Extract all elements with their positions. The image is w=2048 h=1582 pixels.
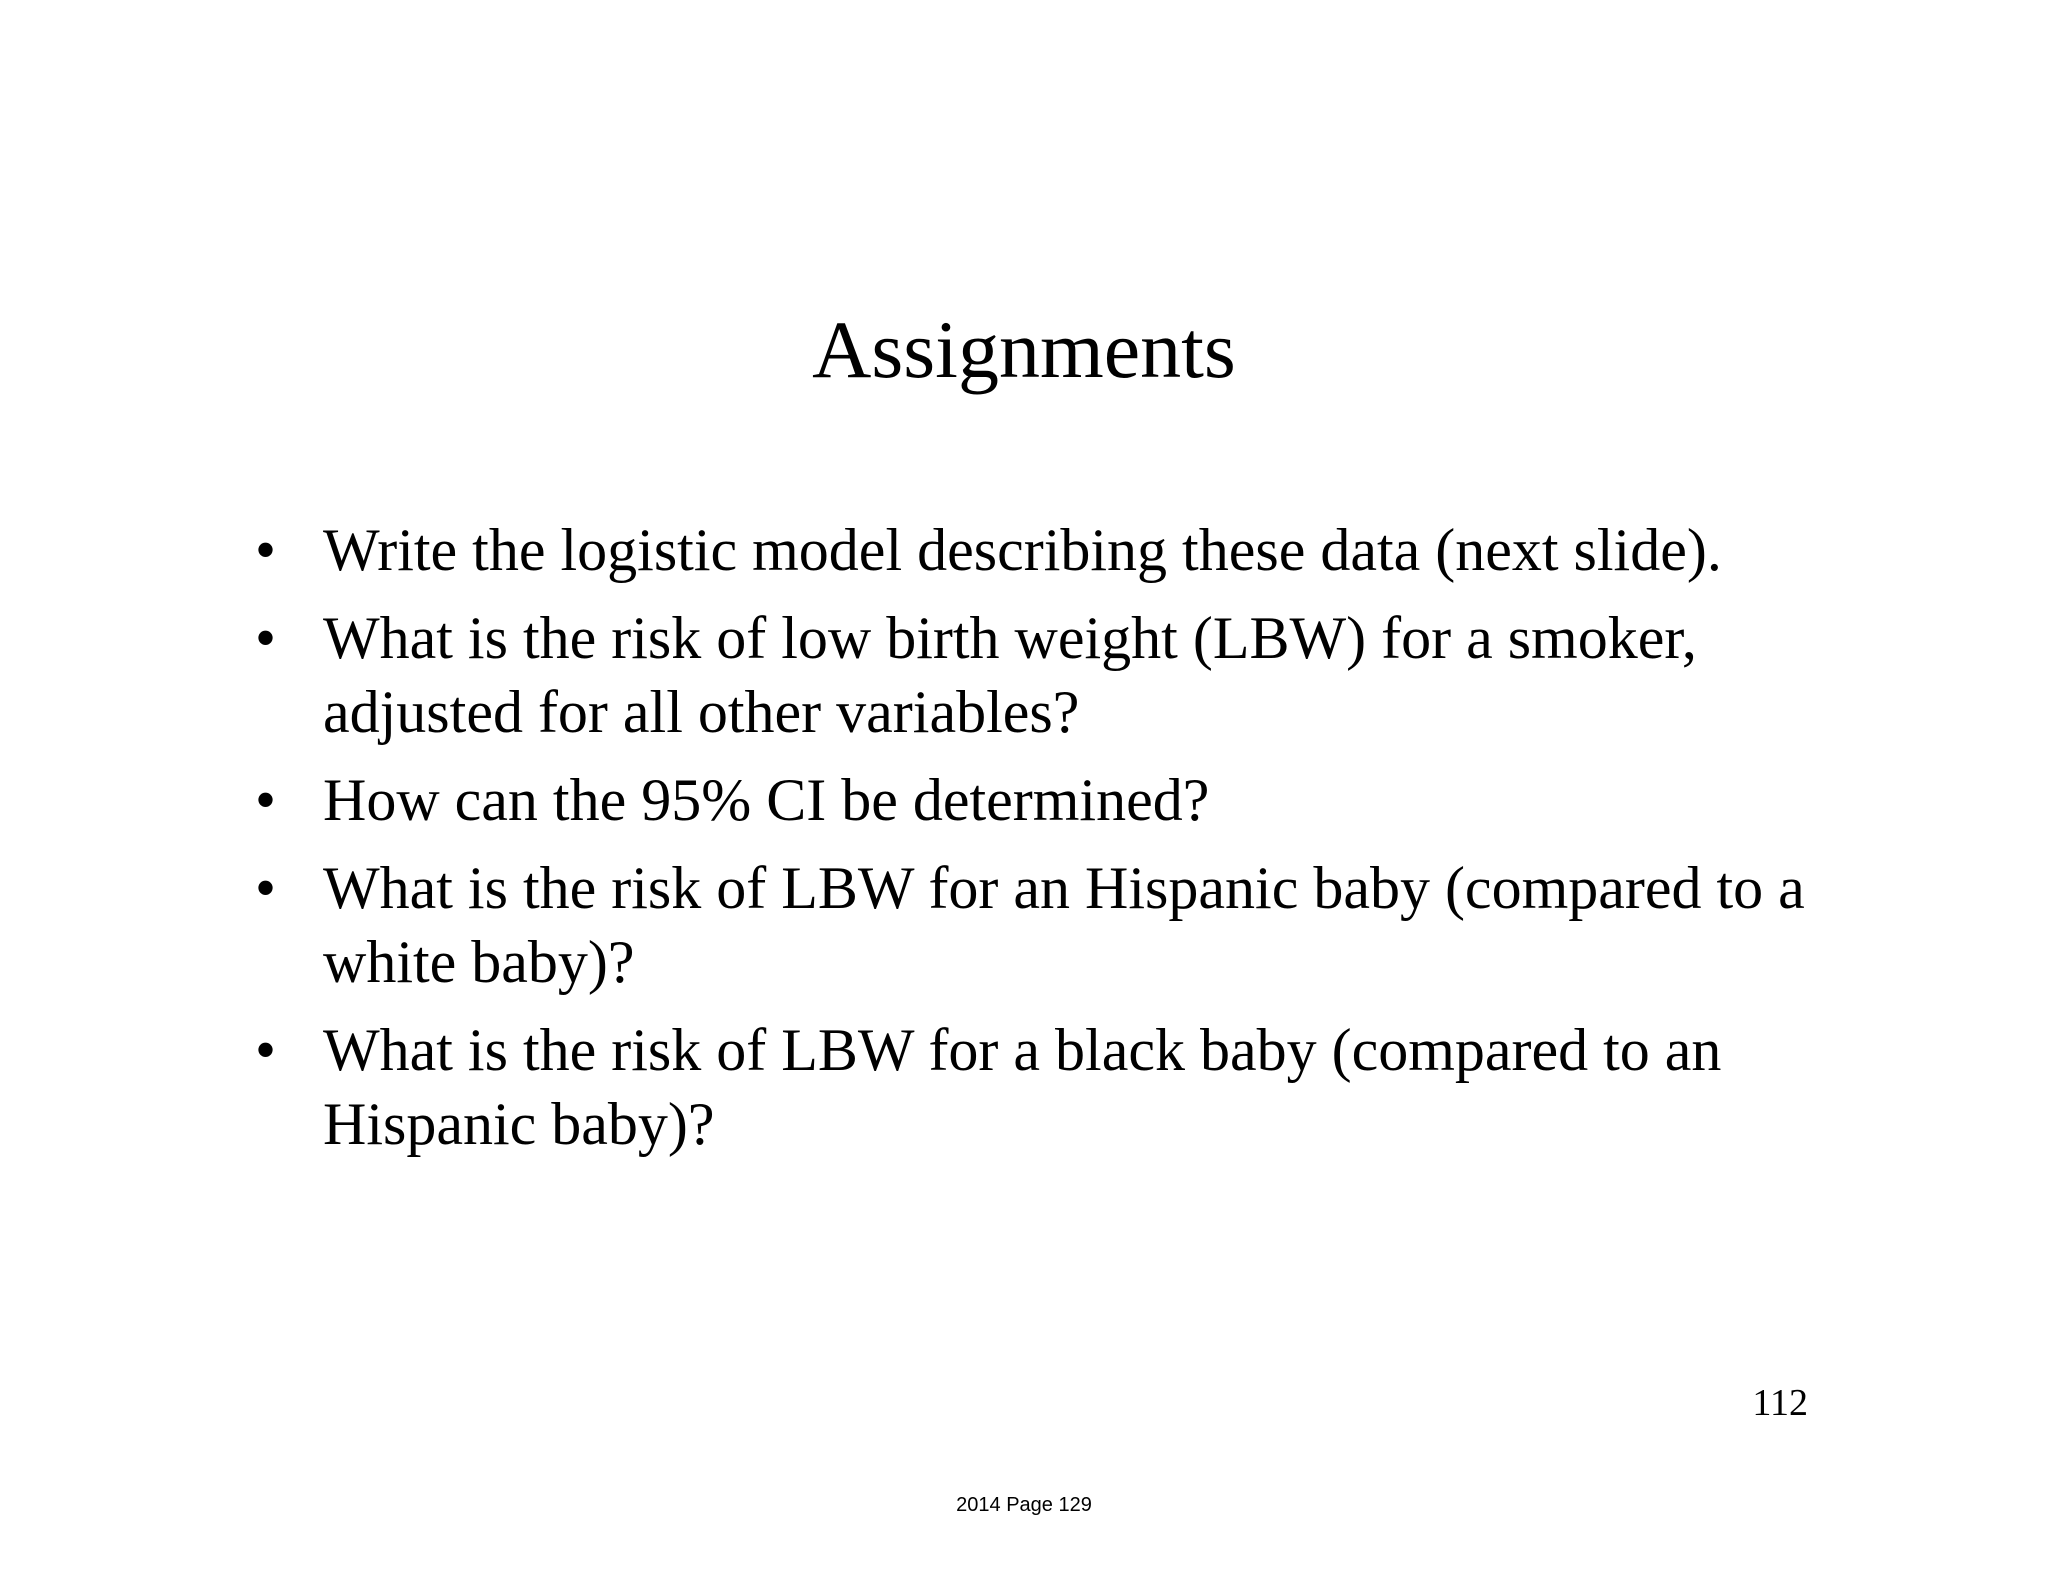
list-item-text: What is the risk of low birth weight (LBW) for a smoker, adjusted for all other variables? [323,605,1697,745]
bullet-icon: • [255,767,277,833]
list-item [255,1013,1815,1161]
bullet-icon: • [255,605,277,671]
list-item [255,851,1815,999]
list-item-text: How can the 95% CI be determined? [323,767,1210,833]
slide-number: 112 [1752,1382,1808,1424]
bullet-icon: • [255,517,277,583]
assignment-list [255,513,1815,1175]
slide-title: Assignments [812,304,1236,395]
list-item [255,513,1815,587]
bullet-icon: • [255,855,277,921]
list-item [255,763,1815,837]
list-item-text: What is the risk of LBW for an Hispanic baby (compared to a white baby)? [323,855,1805,995]
list-item [255,601,1815,749]
list-item-text: Write the logistic model describing these data (next slide). [323,517,1722,583]
list-item-text: What is the risk of LBW for a black baby (compared to an Hispanic baby)? [323,1017,1722,1157]
bullet-icon: • [255,1017,277,1083]
page-footer: 2014 Page 129 [956,1494,1092,1516]
